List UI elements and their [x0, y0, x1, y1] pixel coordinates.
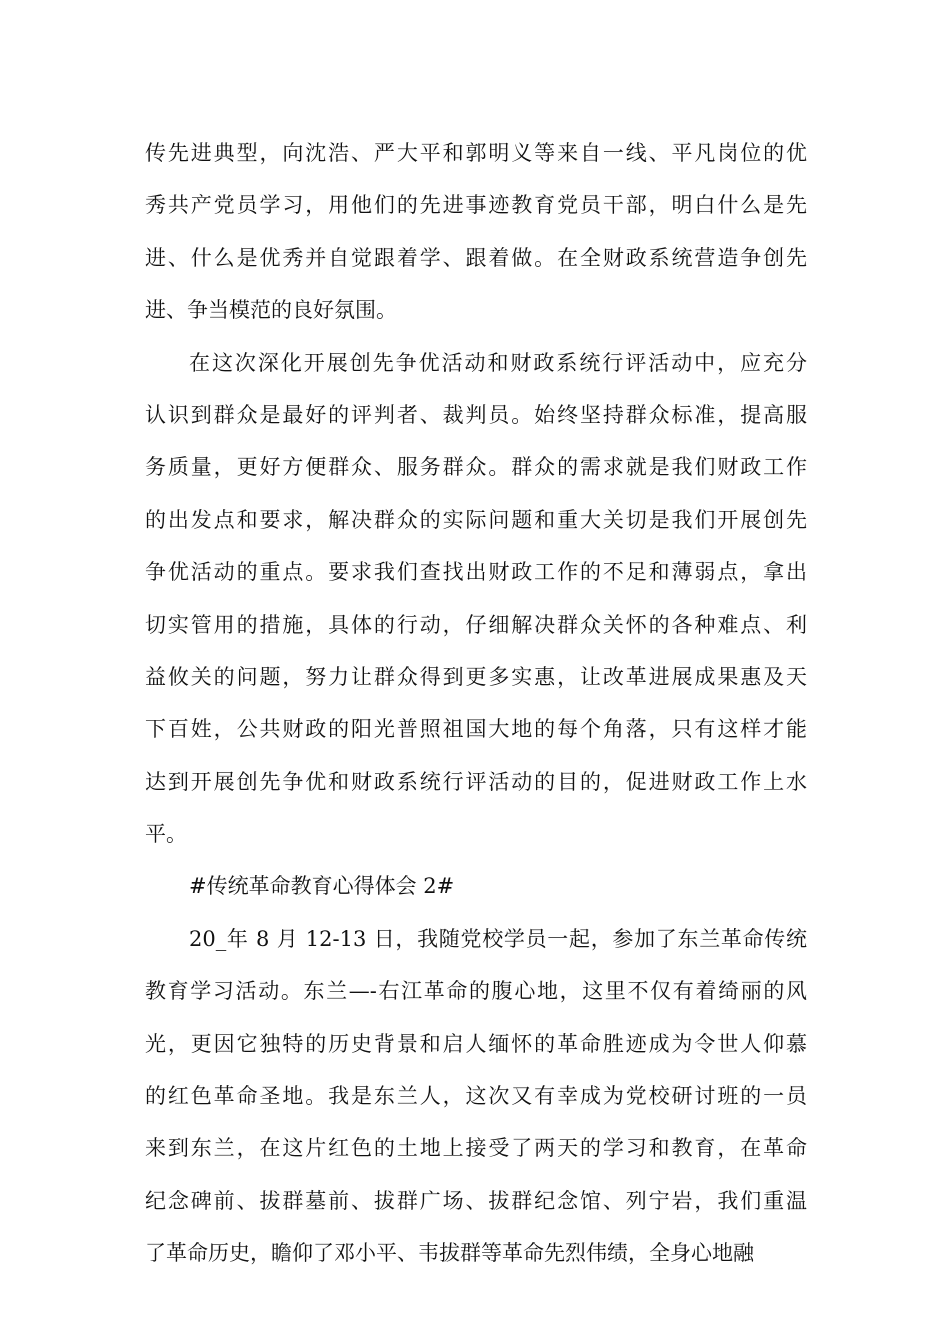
text-line: 光，更因它独特的历史背景和启人缅怀的革命胜迹成为令世人仰慕 — [145, 1031, 807, 1056]
section-heading — [145, 860, 807, 912]
text-line: 下百姓，公共财政的阳光普照祖国大地的每个角落，只有这样才能 — [145, 717, 807, 742]
text-line: 在这次深化开展创先争优活动和财政系统行评活动中，应充分 — [189, 350, 807, 375]
text-line: #传统革命教育心得体会 2# — [189, 874, 455, 899]
paragraph — [145, 913, 807, 1280]
text-line: 益攸关的问题，努力让群众得到更多实惠，让改革进展成果惠及天 — [145, 664, 807, 689]
paragraph — [145, 337, 807, 861]
text-line: 来到东兰，在这片红色的土地上接受了两天的学习和教育，在革命 — [145, 1136, 807, 1161]
text-line: 纪念碑前、拔群墓前、拔群广场、拔群纪念馆、列宁岩，我们重温 — [145, 1188, 807, 1213]
document-body — [145, 127, 807, 1280]
text-line: 传先进典型，向沈浩、严大平和郭明义等来自一线、平凡岗位的优 — [145, 141, 807, 165]
text-line: 争优活动的重点。要求我们查找出财政工作的不足和薄弱点，拿出 — [145, 560, 807, 585]
text-line: 平。 — [145, 822, 187, 847]
text-line: 了革命历史，瞻仰了邓小平、韦拔群等革命先烈伟绩，全身心地融 — [145, 1241, 754, 1266]
text-line: 进、争当模范的良好氛围。 — [145, 298, 397, 323]
text-line: 务质量，更好方便群众、服务群众。群众的需求就是我们财政工作 — [145, 455, 807, 480]
text-line: 认识到群众是最好的评判者、裁判员。始终坚持群众标准，提高服 — [145, 402, 807, 427]
text-line: 切实管用的措施，具体的行动，仔细解决群众关怀的各种难点、利 — [145, 612, 807, 637]
text-line: 进、什么是优秀并自觉跟着学、跟着做。在全财政系统营造争创先 — [145, 245, 807, 270]
text-line: 秀共产党员学习，用他们的先进事迹教育党员干部，明白什么是先 — [145, 193, 807, 218]
text-line: 的出发点和要求，解决群众的实际问题和重大关切是我们开展创先 — [145, 507, 807, 532]
text-line: 20_年 8 月 12-13 日，我随党校学员一起，参加了东兰革命传统 — [189, 926, 807, 951]
text-line: 达到开展创先争优和财政系统行评活动的目的，促进财政工作上水 — [145, 769, 807, 794]
text-line: 教育学习活动。东兰—-右江革命的腹心地，这里不仅有着绮丽的风 — [145, 979, 807, 1004]
paragraph — [145, 127, 807, 337]
text-line: 的红色革命圣地。我是东兰人，这次又有幸成为党校研讨班的一员 — [145, 1084, 807, 1109]
